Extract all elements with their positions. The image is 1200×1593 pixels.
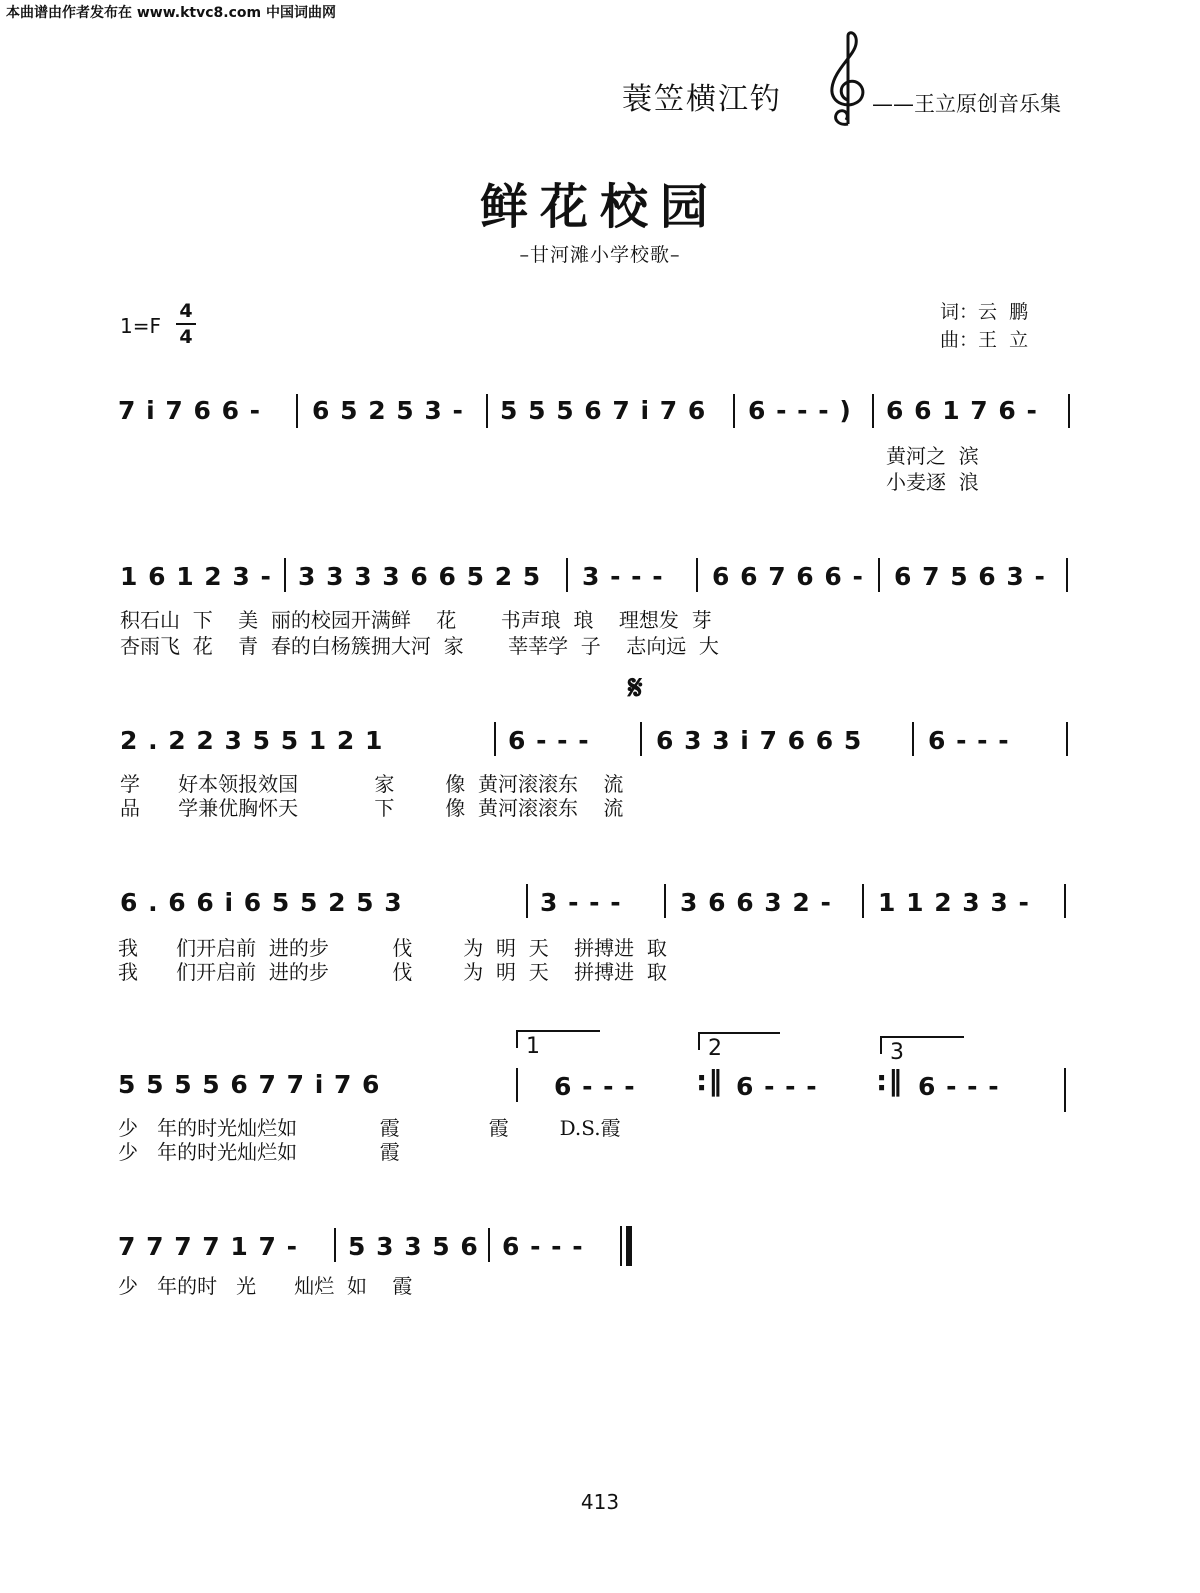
barline: [664, 884, 666, 918]
volta-bracket: [516, 1030, 600, 1059]
collection-title: 蓑笠横江钓: [622, 82, 782, 117]
watermark: 本曲谱由作者发布在 www.ktvc8.com 中国词曲网: [6, 5, 336, 21]
barline: [912, 722, 914, 756]
volta-bracket: [880, 1036, 964, 1065]
lyric-line: 学 好本领报效国 家 像 黄河滚滚东 流: [120, 772, 624, 796]
barline: [334, 1228, 336, 1262]
repeat-sign: :‖: [876, 1064, 904, 1097]
barline: [566, 558, 568, 592]
barline: [1066, 558, 1068, 592]
measure: 6 - - -: [502, 1232, 584, 1261]
measure: 7 i 7 6 6 -: [118, 396, 262, 425]
measure: 3 3 3 3 6 6 5 2 5: [298, 562, 542, 591]
lyric-line: 少 年的时 光 灿烂 如 霞: [118, 1274, 413, 1298]
barline: [696, 558, 698, 592]
measure: 7 7 7 7 1 7 -: [118, 1232, 298, 1261]
final-barline-thick: [626, 1226, 632, 1266]
measure: 6 - - -: [508, 726, 590, 755]
page-number: 413: [580, 1490, 620, 1514]
barline: [640, 722, 642, 756]
time-signature: [176, 300, 196, 348]
treble-clef-icon: [820, 30, 872, 130]
segno-icon: 𝄋: [628, 668, 643, 708]
lyric-line: 品 学兼优胸怀天 下 像 黄河滚滚东 流: [120, 796, 624, 820]
measure: 6 6 7 6 6 -: [712, 562, 864, 591]
measure: 6 6 1 7 6 -: [886, 396, 1038, 425]
barline: [1066, 722, 1068, 756]
measure: 1 6 1 2 3 -: [120, 562, 272, 591]
lyric-line: 我 们开启前 进的步 伐 为 明 天 拼搏进 取: [118, 936, 667, 960]
barline: [526, 884, 528, 918]
lyric-line: 小麦逐 浪: [886, 470, 979, 494]
volta-bracket: [698, 1032, 780, 1061]
barline: [1068, 394, 1070, 428]
measure: 1 1 2 3 3 -: [878, 888, 1030, 917]
song-title: 鲜花校园: [479, 179, 720, 235]
final-barline-thin: [620, 1226, 622, 1266]
lyric-line: 我 们开启前 进的步 伐 为 明 天 拼搏进 取: [118, 960, 667, 984]
measure: 3 - - -: [540, 888, 622, 917]
measure: 6 - - -: [918, 1072, 1000, 1101]
key-signature: 1=F: [120, 314, 161, 338]
measure: 2 . 2 2 3 5 5 1 2 1: [120, 726, 384, 755]
lyric-line: 少 年的时光灿烂如 霞: [118, 1140, 400, 1164]
lyric-line: 少 年的时光灿烂如 霞 霞 D.S.霞: [118, 1116, 621, 1140]
lyricist-credit: 词：云 鹏: [940, 301, 1029, 323]
song-subtitle: –甘河滩小学校歌–: [519, 244, 681, 266]
barline: [516, 1068, 518, 1102]
measure: 5 5 5 5 6 7 7 i 7 6: [118, 1070, 381, 1099]
collection-subtitle: ——王立原创音乐集: [872, 92, 1061, 116]
lyric-line: 黄河之 滨: [886, 444, 979, 468]
measure: 6 - - - ): [748, 396, 852, 425]
barline: [1064, 1068, 1066, 1112]
barline: [878, 558, 880, 592]
lyric-line: 杏雨飞 花 青 春的白杨簇拥大河 家 莘莘学 子 志向远 大: [120, 634, 719, 658]
time-signature-top: 4: [179, 300, 193, 322]
barline: [284, 558, 286, 592]
measure: 6 - - -: [928, 726, 1010, 755]
measure: 6 5 2 5 3 -: [312, 396, 464, 425]
barline: [296, 394, 298, 428]
barline: [733, 394, 735, 428]
measure: 6 . 6 6 i 6 5 5 2 5 3: [120, 888, 403, 917]
measure: 6 - - -: [736, 1072, 818, 1101]
measure: 3 - - -: [582, 562, 664, 591]
composer-credit: 曲：王 立: [940, 329, 1029, 351]
measure: 3 6 6 3 2 -: [680, 888, 832, 917]
barline: [872, 394, 874, 428]
barline: [1064, 884, 1066, 918]
lyric-line: 积石山 下 美 丽的校园开满鲜 花 书声琅 琅 理想发 芽: [120, 608, 712, 632]
barline: [488, 1228, 490, 1262]
barline: [486, 394, 488, 428]
volta-number: 1: [526, 1034, 540, 1059]
volta-number: 2: [708, 1036, 722, 1061]
credits: [940, 298, 1028, 354]
measure: 5 3 3 5 6: [348, 1232, 479, 1261]
barline: [494, 722, 496, 756]
measure: 6 - - -: [554, 1072, 636, 1101]
repeat-sign: :‖: [696, 1064, 724, 1097]
measure: 6 3 3 i 7 6 6 5: [656, 726, 863, 755]
barline: [862, 884, 864, 918]
time-signature-bottom: 4: [179, 326, 193, 348]
measure: 6 7 5 6 3 -: [894, 562, 1046, 591]
volta-number: 3: [890, 1040, 904, 1065]
measure: 5 5 5 6 7 i 7 6: [500, 396, 707, 425]
